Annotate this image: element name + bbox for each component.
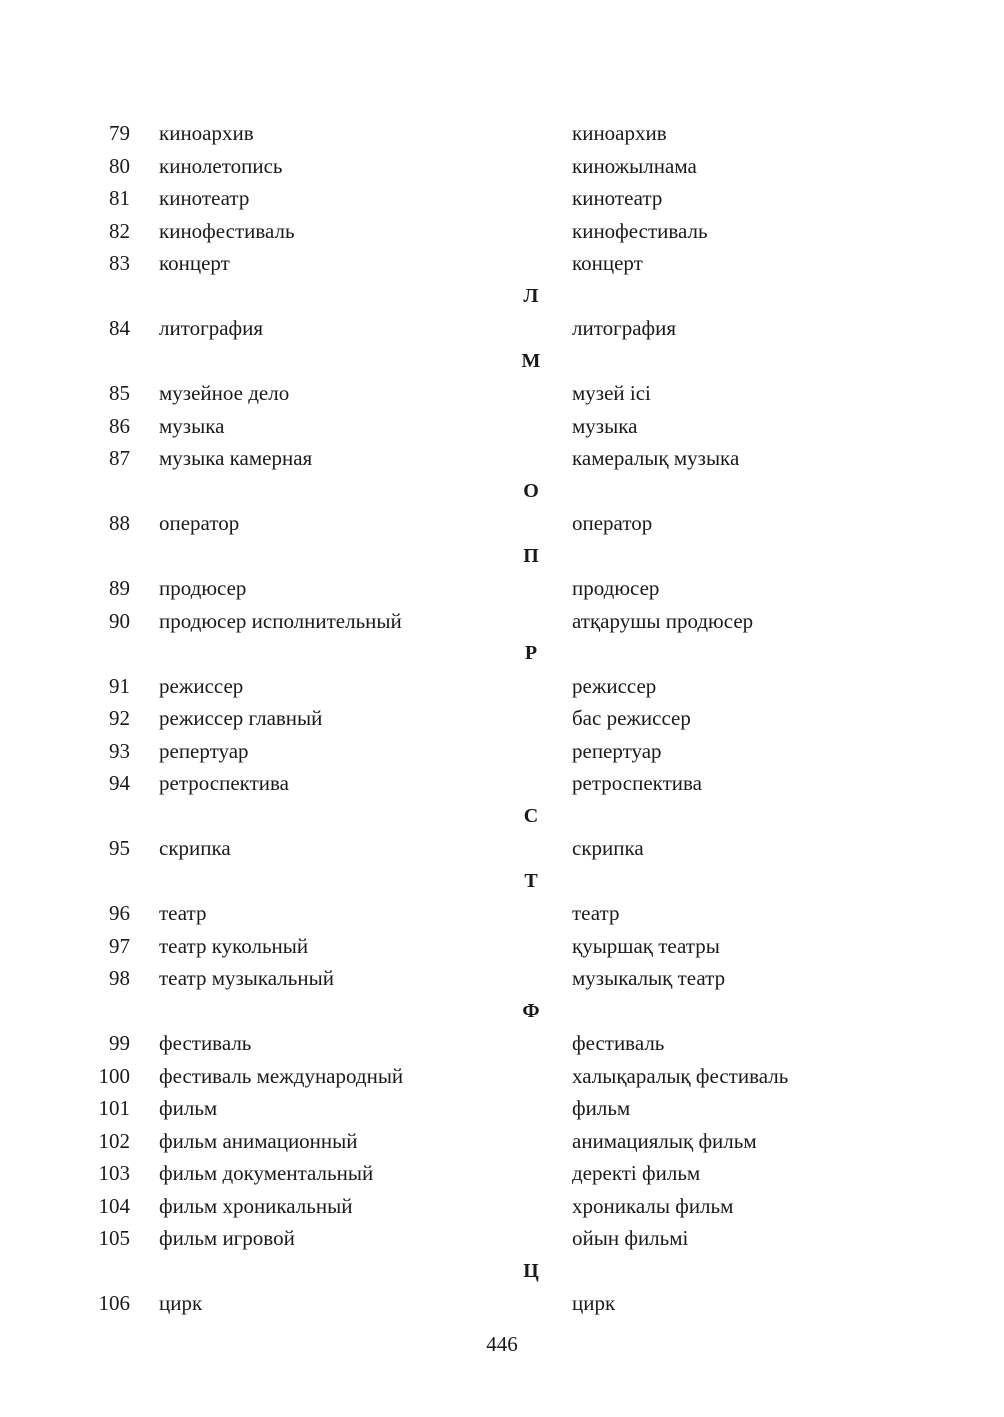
glossary-entry [0, 377, 1004, 410]
entry-number: 84 [109, 316, 130, 340]
glossary-entry [0, 247, 1004, 280]
term-kazakh: музей ісі [572, 381, 651, 405]
term-kazakh: музыка [572, 413, 638, 438]
term-kazakh: оператор [572, 511, 653, 535]
entry-number: 100 [98, 1063, 130, 1088]
section-letter-heading: С [523, 804, 539, 827]
entry-number: 87 [109, 446, 130, 470]
term-russian: ретроспектива [159, 771, 289, 795]
term-russian: фильм анимационный [159, 1128, 358, 1153]
glossary-entry [0, 670, 1004, 703]
entry-number: 81 [109, 186, 130, 210]
term-kazakh: фильм [572, 1096, 631, 1120]
term-kazakh: репертуар [572, 738, 662, 763]
term-russian: киноархив [159, 121, 254, 145]
entry-number: 99 [109, 1031, 130, 1055]
term-russian: скрипка [159, 836, 231, 860]
term-russian: фильм хроникальный [159, 1193, 353, 1218]
glossary-entry [0, 1092, 1004, 1125]
term-russian: литография [159, 316, 264, 340]
glossary-entry [0, 832, 1004, 865]
term-russian: фестиваль [159, 1031, 252, 1055]
glossary-entry [0, 215, 1004, 248]
term-kazakh: кинотеатр [572, 186, 663, 210]
entry-number: 89 [109, 576, 130, 600]
glossary-entry [0, 182, 1004, 215]
glossary-entry [0, 897, 1004, 930]
entry-number: 106 [98, 1291, 130, 1315]
glossary-entry [0, 605, 1004, 638]
entry-number: 101 [98, 1096, 130, 1120]
glossary-entry [0, 442, 1004, 475]
term-russian: театр кукольный [159, 933, 309, 958]
section-letter-heading: Ф [522, 999, 540, 1022]
glossary-entry [0, 1222, 1004, 1255]
entry-number: 83 [109, 251, 130, 275]
term-kazakh: бас режиссер [572, 706, 691, 730]
entry-number: 93 [109, 738, 130, 763]
glossary-entry [0, 1157, 1004, 1190]
term-russian: кинолетопись [159, 153, 283, 178]
term-russian: режиссер [159, 673, 244, 698]
entry-number: 97 [109, 933, 130, 958]
glossary-entry [0, 1125, 1004, 1158]
section-letter-heading: Л [523, 284, 539, 307]
term-kazakh: киножылнама [572, 153, 697, 178]
term-russian: репертуар [159, 738, 249, 763]
entry-number: 98 [109, 966, 130, 990]
term-russian: фильм документальный [159, 1161, 374, 1185]
glossary-entry [0, 507, 1004, 540]
term-kazakh: скрипка [572, 836, 644, 860]
term-kazakh: цирк [572, 1291, 616, 1315]
entry-number: 104 [98, 1193, 130, 1218]
glossary-entry [0, 702, 1004, 735]
entry-number: 90 [109, 608, 130, 633]
term-kazakh: анимациялық фильм [572, 1128, 757, 1153]
page-number: 446 [486, 1332, 518, 1356]
term-russian: оператор [159, 511, 240, 535]
term-russian: фильм [159, 1096, 218, 1120]
term-russian: фильм игровой [159, 1226, 295, 1250]
term-kazakh: хроникалы фильм [572, 1193, 734, 1218]
glossary-entry [0, 572, 1004, 605]
glossary-entry [0, 1060, 1004, 1093]
entry-number: 103 [98, 1161, 130, 1185]
glossary-entry [0, 1027, 1004, 1060]
term-kazakh: музыкалық театр [572, 966, 726, 990]
term-kazakh: киноархив [572, 121, 667, 145]
term-russian: театр музыкальный [159, 966, 334, 990]
entry-number: 82 [109, 218, 130, 243]
term-kazakh: ретроспектива [572, 771, 702, 795]
entry-number: 88 [109, 511, 130, 535]
term-kazakh: литография [572, 316, 677, 340]
glossary-entry [0, 150, 1004, 183]
term-kazakh: ойын фильмі [572, 1226, 689, 1250]
entry-number: 95 [109, 836, 130, 860]
entry-number: 86 [109, 413, 130, 438]
term-kazakh: халықаралық фестиваль [572, 1063, 789, 1088]
term-kazakh: қуыршақ театры [572, 933, 720, 958]
term-kazakh: театр [572, 901, 620, 925]
glossary-list [0, 117, 1004, 1320]
term-russian: музейное дело [159, 381, 290, 405]
glossary-entry [0, 1190, 1004, 1223]
glossary-entry [0, 767, 1004, 800]
entry-number: 92 [109, 706, 130, 730]
entry-number: 85 [109, 381, 130, 405]
glossary-entry [0, 312, 1004, 345]
entry-number: 105 [98, 1226, 130, 1250]
glossary-entry [0, 117, 1004, 150]
term-russian: концерт [159, 251, 230, 275]
term-russian: продюсер исполнительный [159, 608, 402, 633]
term-kazakh: кинофестиваль [572, 218, 708, 243]
term-russian: кинофестиваль [159, 218, 295, 243]
term-russian: режиссер главный [159, 706, 323, 730]
section-letter-heading: П [523, 544, 539, 567]
term-russian: цирк [159, 1291, 203, 1315]
term-russian: музыка [159, 413, 225, 438]
term-kazakh: концерт [572, 251, 643, 275]
entry-number: 91 [109, 673, 130, 698]
term-kazakh: фестиваль [572, 1031, 665, 1055]
term-russian: фестиваль международный [159, 1063, 404, 1088]
term-kazakh: продюсер [572, 576, 660, 600]
glossary-entry [0, 1287, 1004, 1320]
term-russian: театр [159, 901, 207, 925]
entry-number: 79 [109, 121, 130, 145]
section-letter-heading: Р [524, 642, 538, 664]
entry-number: 96 [109, 901, 130, 925]
glossary-entry [0, 962, 1004, 995]
glossary-entry [0, 735, 1004, 768]
term-kazakh: режиссер [572, 673, 657, 698]
term-russian: музыка камерная [159, 446, 313, 470]
section-letter-heading: Ц [523, 1259, 539, 1282]
glossary-entry [0, 410, 1004, 443]
term-kazakh: деректі фильм [572, 1161, 701, 1185]
term-russian: продюсер [159, 576, 247, 600]
entry-number: 102 [98, 1128, 130, 1153]
entry-number: 80 [109, 153, 130, 178]
section-letter-heading: М [521, 349, 541, 372]
glossary-entry [0, 930, 1004, 963]
term-russian: кинотеатр [159, 186, 250, 210]
term-kazakh: атқарушы продюсер [572, 608, 754, 633]
entry-number: 94 [109, 771, 130, 795]
term-kazakh: камералық музыка [572, 446, 740, 470]
section-letter-heading: Т [524, 869, 538, 892]
section-letter-heading: О [523, 479, 539, 502]
